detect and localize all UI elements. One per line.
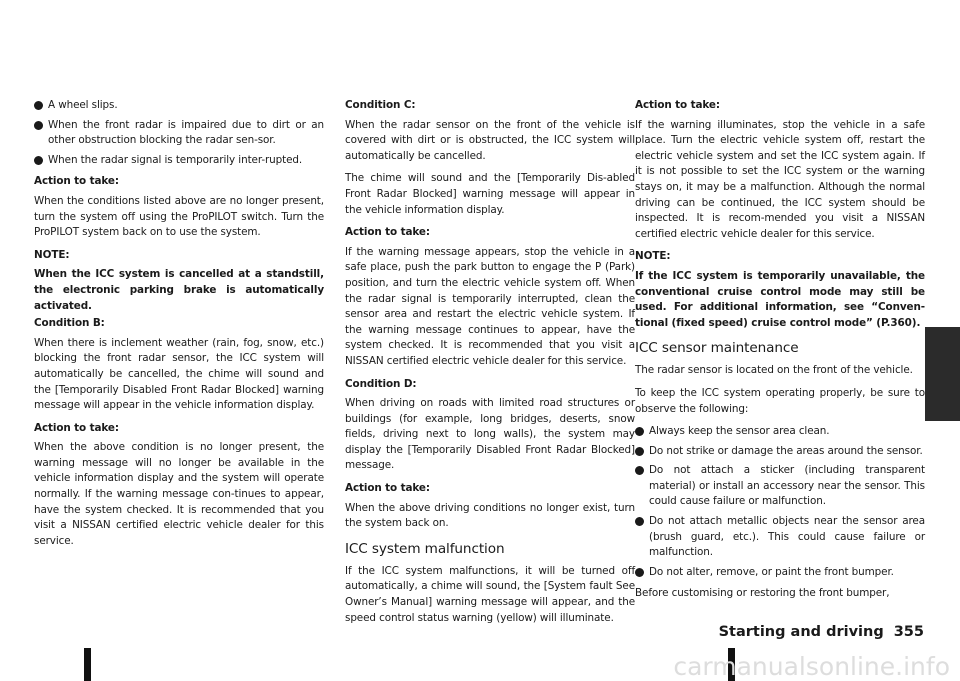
bullet-icon <box>635 517 644 526</box>
list-item: A wheel slips. <box>34 98 324 114</box>
bullet-icon <box>635 466 644 475</box>
action-label: Action to take: <box>34 175 119 188</box>
maintenance-text: To keep the ICC system operating properly, be sure to observe the following: <box>635 386 925 415</box>
maintenance-list <box>635 424 925 580</box>
list-item: Do not attach a sticker (including transparent material) or install an accessory near the sensor. This could cause failure or malfunction. <box>635 463 925 510</box>
condition-d-text: When driving on roads with limited road structures or buildings (for example, long bridges, deserts, snow fields, driving next to long walls), the system may display the [Temporarily Disabled Front Radar Blocked] message. <box>345 397 635 472</box>
action-text: If the warning illuminates, stop the vehicle in a safe place. Turn the electric vehicle system off, restart the electric vehicle system and set the ICC system again. If it is not possible to set the ICC system or the warning stays on, it may be a malfunction. Although the normal driving can be continued, the ICC system should be inspected. It is recom-mended you visit a NISSAN certified electric vehicle dealer for this service. <box>635 118 925 240</box>
condition-b-text: When there is inclement weather (rain, fog, snow, etc.) blocking the front radar sensor, the ICC system will automatically be cancelled, the chime will sound and the [Temporarily Disabled Front Radar Blocked] warning message will appear in the vehicle information display. <box>34 336 324 412</box>
column-3 <box>635 98 925 609</box>
action-text: If the warning message appears, stop the vehicle in a safe place, push the park button to engage the P (Park) position, and turn the electric vehicle system off. When the radar signal is temporarily interrupted, clean the sensor area and restart the electric vehicle system. If the warning message continues to appear, have the system checked. It is recommended that you visit a NISSAN certified electric vehicle dealer for this service. <box>345 245 635 367</box>
bullet-icon <box>635 427 644 436</box>
action-label: Action to take: <box>345 226 430 239</box>
condition-c-label: Condition C: <box>345 99 416 111</box>
section-heading: ICC system malfunction <box>345 540 505 557</box>
condition-c-text: The chime will sound and the [Temporarily Dis-abled Front Radar Blocked] warning message will appear in the vehicle information display. <box>345 172 635 216</box>
action-text: When the above condition is no longer present, the warning message will no longer be available in the vehicle information display and the system will operate normally. If the warning message con-tinues to appear, have the system checked. It is recommended that you visit a NISSAN certified electric vehicle dealer for this service. <box>34 441 324 547</box>
chapter-tab <box>925 327 960 421</box>
maintenance-text: The radar sensor is located on the front of the vehicle. <box>635 364 913 377</box>
list-item: Do not alter, remove, or paint the front bumper. <box>635 565 925 581</box>
note-text: If the ICC system is temporarily unavailable, the conventional cruise control mode may still be used. For additional information, see “Conven-tional (fixed speed) cruise control mode” (P.360). <box>635 269 925 329</box>
list-item: When the radar signal is temporarily inter-rupted. <box>34 153 324 169</box>
bullet-icon <box>635 568 644 577</box>
action-text: When the above driving conditions no longer exist, turn the system back on. <box>345 501 635 530</box>
bullet-icon <box>34 156 43 165</box>
section-heading: ICC sensor maintenance <box>635 340 799 357</box>
column-2 <box>345 98 635 633</box>
condition-d-label: Condition D: <box>345 377 417 390</box>
malfunction-text: If the ICC system malfunctions, it will be turned off automatically, a chime will sound, the [System fault See Owner’s Manual] warning message will appear, and the speed control status warning (yellow) will illuminate. <box>345 564 635 624</box>
action-label: Action to take: <box>635 99 720 111</box>
note-text: When the ICC system is cancelled at a standstill, the electronic parking brake is automatically activated. <box>34 268 324 312</box>
condition-b-label: Condition B: <box>34 317 105 330</box>
condition-c-text: When the radar sensor on the front of the vehicle is covered with dirt or is obstructed, the ICC system will automatically be cancelled. <box>345 118 635 162</box>
list-item: Do not attach metallic objects near the sensor area (brush guard, etc.). This could cause failure or malfunction. <box>635 514 925 561</box>
column-1 <box>34 98 324 556</box>
condition-list <box>34 98 324 168</box>
note-label: NOTE: <box>34 248 70 261</box>
list-item: Always keep the sensor area clean. <box>635 424 925 440</box>
bullet-icon <box>34 121 43 130</box>
watermark: carmanualsonline.info <box>673 652 950 681</box>
section-title: Starting and driving <box>718 624 884 640</box>
list-item: Do not strike or damage the areas around the sensor. <box>635 444 925 460</box>
bullet-icon <box>635 447 644 456</box>
action-label: Action to take: <box>345 482 430 495</box>
final-text: Before customising or restoring the front bumper, <box>635 587 890 600</box>
page-footer <box>719 624 924 640</box>
list-item: When the front radar is impaired due to dirt or an other obstruction blocking the radar sen-sor. <box>34 118 324 149</box>
action-text: When the conditions listed above are no longer present, turn the system off using the ProPILOT switch. Turn the ProPILOT system back on to use the system. <box>34 194 324 239</box>
page-number: 355 <box>893 624 924 640</box>
action-label: Action to take: <box>34 421 119 434</box>
crop-mark <box>84 648 91 681</box>
bullet-icon <box>34 101 43 110</box>
note-label: NOTE: <box>635 250 671 263</box>
